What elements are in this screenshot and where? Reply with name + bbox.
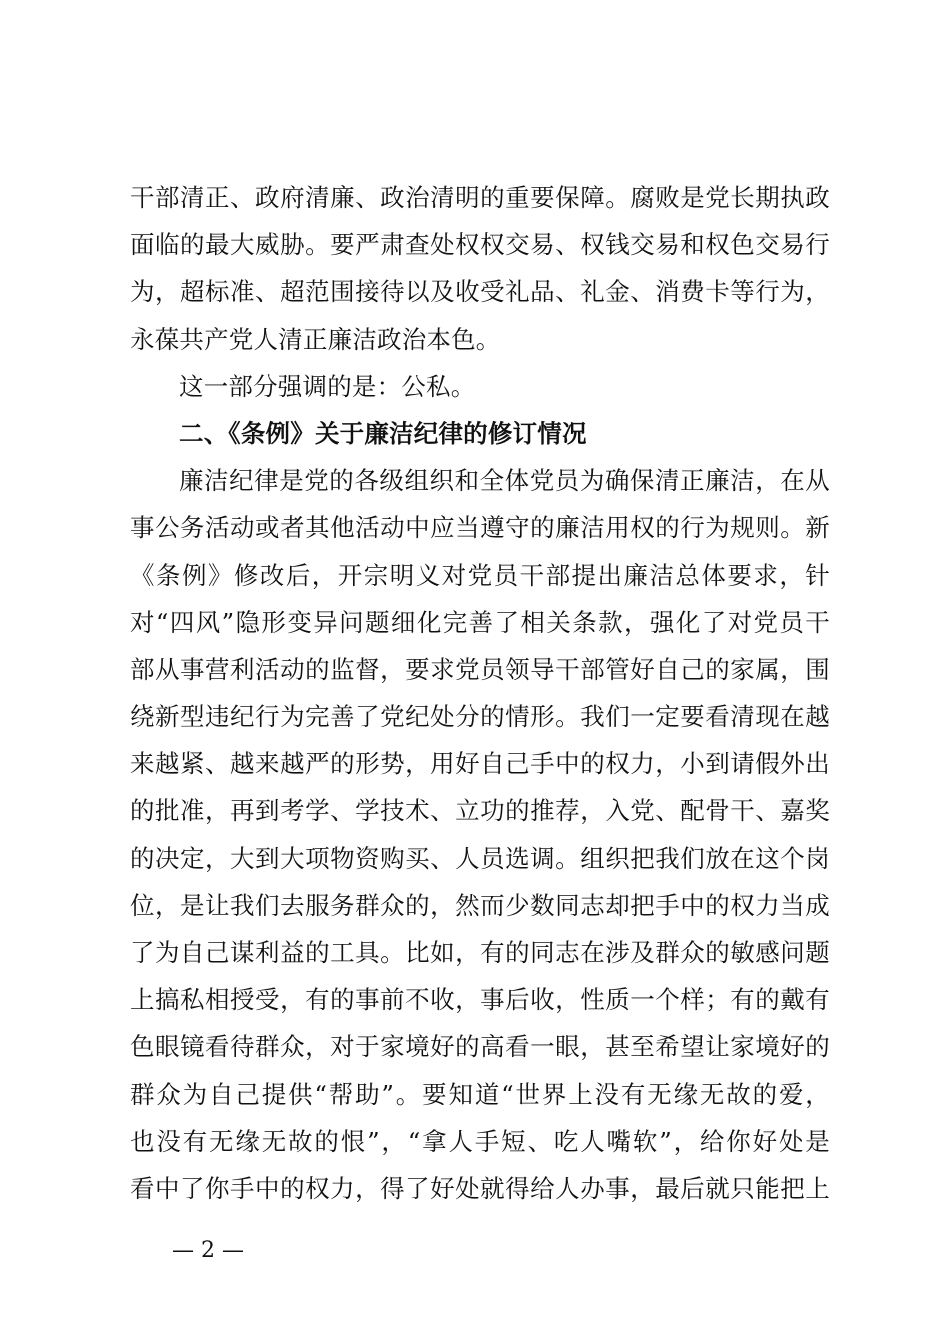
- text-line: 干部清正、政府清廉、政治清明的重要保障。腐败是党长期执政: [130, 183, 830, 212]
- text-line: 面临的最大威胁。要严肃查处权权交易、权钱交易和权色交易行: [130, 230, 830, 260]
- text-line: 看中了你手中的权力，得了好处就得给人办事，最后就只能把上: [130, 1173, 830, 1203]
- text-line: 位，是让我们去服务群众的，然而少数同志却把手中的权力当成: [130, 890, 830, 920]
- text-line: 永葆共产党人清正廉洁政治本色。: [130, 324, 501, 354]
- text-line: 的决定，大到大项物资购买、人员选调。组织把我们放在这个岗: [130, 843, 830, 873]
- section-heading: 二、《条例》关于廉洁纪律的修订情况: [179, 418, 587, 448]
- body-text: [130, 178, 830, 1216]
- text-line: 来越紧、越来越严的形势，用好自己手中的权力，小到请假外出: [130, 749, 830, 779]
- text-line: 部从事营利活动的监督，要求党员领导干部管好自己的家属，围: [130, 654, 830, 684]
- text-line: 为，超标准、超范围接待以及收受礼品、礼金、消费卡等行为，: [130, 277, 830, 307]
- text-line: 了为自己谋利益的工具。比如，有的同志在涉及群众的敏感问题: [130, 938, 830, 967]
- text-line: 廉洁纪律是党的各级组织和全体党员为确保清正廉洁，在从: [179, 466, 830, 496]
- text-line: 上搞私相授受，有的事前不收，事后收，性质一个样；有的戴有: [130, 985, 830, 1015]
- text-line: 绕新型违纪行为完善了党纪处分的情形。我们一定要看清现在越: [130, 702, 830, 732]
- text-line: 色眼镜看待群众，对于家境好的高看一眼，甚至希望让家境好的: [130, 1032, 830, 1062]
- text-line: 群众为自己提供“帮助”。要知道“世界上没有无缘无故的爱，: [130, 1079, 830, 1109]
- text-line: 这一部分强调的是：公私。: [179, 371, 476, 401]
- text-line: 也没有无缘无故的恨”，“拿人手短、吃人嘴软”，给你好处是: [130, 1126, 830, 1156]
- text-line: 事公务活动或者其他活动中应当遵守的廉洁用权的行为规则。新: [130, 513, 830, 543]
- text-line: 的批准，再到考学、学技术、立功的推荐，入党、配骨干、嘉奖: [130, 796, 830, 826]
- text-line: 对“四风”隐形变异问题细化完善了相关条款，强化了对党员干: [130, 607, 830, 637]
- page-number: — 2 —: [172, 1238, 244, 1263]
- text-line: 《条例》修改后，开宗明义对党员干部提出廉洁总体要求，针: [130, 560, 830, 590]
